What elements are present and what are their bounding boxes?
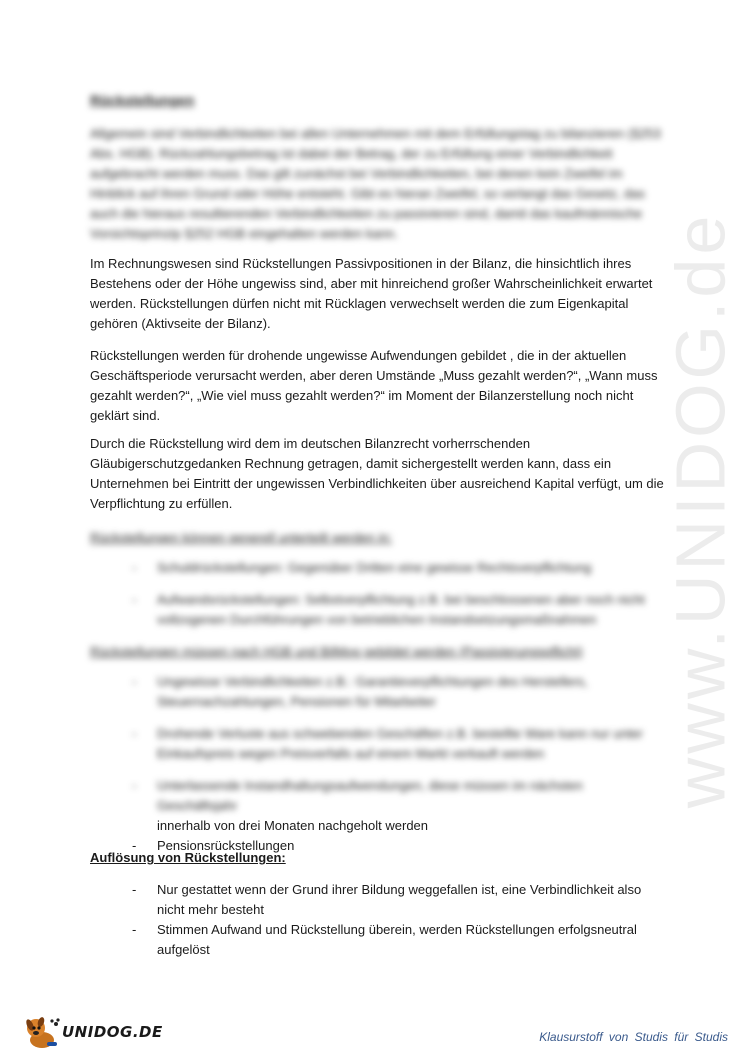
- list-item: [90, 880, 665, 920]
- list-item: [90, 672, 665, 712]
- list-item: [90, 776, 665, 836]
- section-b-list: [90, 672, 665, 764]
- list-dash: -: [132, 560, 137, 575]
- paragraph-uncertain-expenses: Rückstellungen werden für drohende ungewisse Aufwendungen gebildet , die in der aktuellen Geschäftsperiode verursacht werden, aber deren Umstände „Muss gezahlt werden?“, „Wann muss gezahlt werden?“, „Wie viel muss gezahlt werden?“ im Moment der Bilanzerstellung noch nicht geklärt sind.: [90, 348, 658, 423]
- document-title: Rückstellungen: [90, 92, 195, 108]
- list-item-text: Nur gestattet wenn der Grund ihrer Bildung weggefallen ist, eine Verbindlichkeit also nicht mehr besteht: [157, 882, 642, 917]
- section-a-list: [90, 558, 665, 630]
- dog-mascot-icon: [22, 1014, 60, 1050]
- list-item: [90, 558, 665, 578]
- list-item-text: Ungewisse Verbindlichkeiten z.B.: Garantieverpflichtungen des Herstellers, Steuernachzahlungen, Pensionen für Mitarbeiter: [157, 674, 588, 709]
- list-dash: -: [132, 922, 137, 937]
- list-item-text: Stimmen Aufwand und Rückstellung überein, werden Rückstellungen erfolgsneutral aufgelöst: [157, 922, 637, 957]
- list-dash: -: [132, 778, 137, 793]
- watermark-text: www.UNIDOG.de: [661, 211, 739, 809]
- section-b-list-continued: [90, 776, 665, 856]
- unidog-logo[interactable]: [22, 1012, 172, 1052]
- list-dash: -: [132, 726, 137, 741]
- list-dash: -: [132, 838, 137, 853]
- list-item: [90, 724, 665, 764]
- paragraph-definition: Im Rechnungswesen sind Rückstellungen Passivpositionen in der Bilanz, die hinsichtlich ihres Bestehens oder der Höhe ungewiss sind, aber mit hinreichend großer Wahrscheinlichkeit erwartet werden. Rückstellungen dürfen nicht mit Rücklagen verwechselt werden die zum Eigenkapital gehören (Aktivseite der Bilanz).: [90, 256, 653, 331]
- list-item: [90, 590, 665, 630]
- paragraph-creditor-protection: Durch die Rückstellung wird dem im deutschen Bilanzrecht vorherrschenden Gläubigerschutzgedanken Rechnung getragen, damit sichergestellt werden kann, dass ein Unternehmen bei Eintritt der ungewissen Verbindlichkeiten über ausreichend Kapital verfügt, um die Verpflichtung zu erfüllen.: [90, 436, 664, 511]
- list-item-text-blurred: Unterlassende Instandhaltungsaufwendungen, diese müssen im nächsten Geschäftsjahr: [157, 778, 583, 813]
- list-item-text: Drohende Verluste aus schwebenden Geschäften z.B. bestellte Ware kann nur unter Einkaufspreis wegen Preisverfalls auf einem Markt verkauft werden: [157, 726, 643, 761]
- list-item-text: innerhalb von drei Monaten nachgeholt werden: [157, 818, 429, 833]
- list-item-text: Aufwandsrückstellungen: Selbstverpflichtung z.B. bei beschlossenen aber noch nicht vollzogenen Durchführungen von betrieblichen Instandsetzungsmaßnahmen: [157, 592, 645, 627]
- section-c-heading: Auflösung von Rückstellungen:: [90, 850, 286, 865]
- list-dash: -: [132, 592, 137, 607]
- list-item-text: Pensionsrückstellungen: [157, 838, 295, 853]
- list-item: [90, 920, 665, 960]
- section-a-heading: Rückstellungen können generell unterteilt werden in:: [90, 530, 393, 545]
- section-b-heading: Rückstellungen müssen nach HGB und BilMog gebildet werden (Passivierungspflicht): [90, 644, 583, 659]
- footer-tagline: Klausurstoff von Studis für Studis: [539, 1030, 728, 1044]
- watermark: [650, 211, 750, 809]
- list-dash: -: [132, 882, 137, 897]
- list-dash: -: [132, 674, 137, 689]
- section-c-list: [90, 880, 665, 960]
- list-item-text: Schuldrückstellungen: Gegenüber Dritten eine gewisse Rechtsverpflichtung: [157, 560, 592, 575]
- intro-paragraph: Allgemein sind Verbindlichkeiten bei allen Unternehmen mit dem Erfüllungstag zu bilanzieren (§253 Abs. HGB). Rückzahlungsbetrag ist dabei der Betrag, der zu Erfüllung einer Verbindlichkeit aufgebracht werden muss. Das gilt zunächst bei Verbindlichkeiten, bei denen kein Zweifel im Hinblick auf ihren Grund oder Höhe entsteht. Gibt es hieran Zweifel, so verlangt das Gesetz, das auch die hieraus resultierenden Verbindlichkeiten zu passivieren sind, damit das kaufmännische Vorsichtsprinzip §252 HGB eingehalten werden kann.: [90, 126, 661, 241]
- logo-text: UNIDOG.DE: [62, 1023, 163, 1041]
